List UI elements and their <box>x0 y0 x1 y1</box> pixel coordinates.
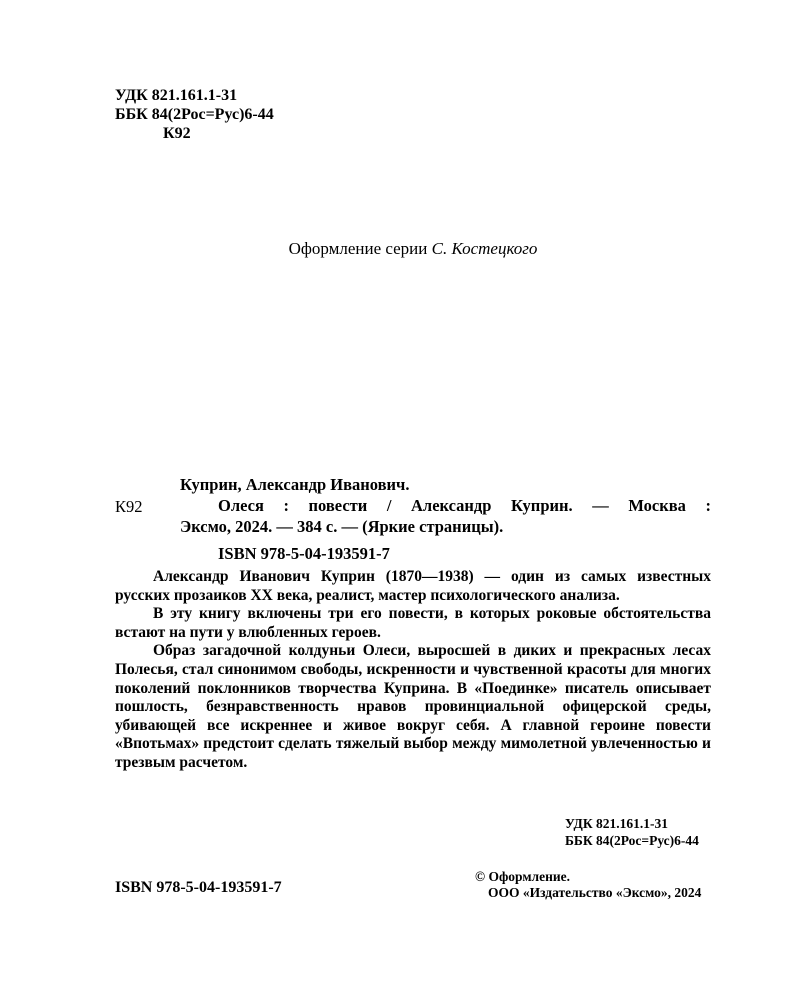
copyright-line-1: © Оформление. <box>475 869 571 884</box>
annotation-paragraph-2: В эту книгу включены три его повести, в которых роковые обстоятельства встают на пути у влюбленных героев. <box>115 605 711 641</box>
bottom-bibliographic-codes <box>565 815 699 849</box>
series-credit-text: Оформление серии <box>288 239 432 258</box>
annotation-paragraph-1: Александр Иванович Куприн (1870—1938) — один из самых известных русских прозаиков XX века, реалист, мастер психологического анализа. <box>115 568 711 604</box>
series-design-credit <box>115 239 711 259</box>
card-title-line-1: Олеся : повести / Александр Куприн. — Москва : <box>218 496 711 515</box>
bbk-code-top: ББК 84(2Рос=Рус)6-44 <box>115 106 274 123</box>
annotation-paragraph-3: Образ загадочной колдуньи Олеси, выросшей в диких и прекрасных лесах Полесья, стал синонимом свободы, искренности и чувственной красоты для многих поколений поклонников творчества Куприна. В «Поединке» писатель описывает пошлость, безнравственность нравов провинциальной офицерской среды, убивающей все искреннее и живое вокруг себя. А главной героине повести «Впотьмах» предстоит сделать тяжелый выбор между мимолетной увлеченностью и трезвым расчетом. <box>115 642 711 771</box>
author-sign-card: К92 <box>115 497 143 516</box>
annotation-block <box>115 568 711 773</box>
udk-code-bottom: УДК 821.161.1-31 <box>565 816 668 831</box>
catalog-card <box>115 474 711 564</box>
copyright-line-2: ООО «Издательство «Эксмо», 2024 <box>488 884 702 900</box>
catalog-card-body <box>180 474 711 564</box>
top-bibliographic-codes <box>115 86 274 143</box>
series-designer-name: С. Костецкого <box>431 239 538 258</box>
footer-isbn: ISBN 978-5-04-193591-7 <box>115 879 282 896</box>
card-title-line-2: Эксмо, 2024. — 384 с. — (Яркие страницы). <box>180 517 504 536</box>
udk-code-top: УДК 821.161.1-31 <box>115 87 238 104</box>
card-isbn: ISBN 978-5-04-193591-7 <box>218 544 390 563</box>
card-author: Куприн, Александр Иванович. <box>180 475 410 494</box>
bbk-code-bottom: ББК 84(2Рос=Рус)6-44 <box>565 833 699 848</box>
copyright-block <box>475 869 701 900</box>
author-sign-top: К92 <box>163 125 191 142</box>
